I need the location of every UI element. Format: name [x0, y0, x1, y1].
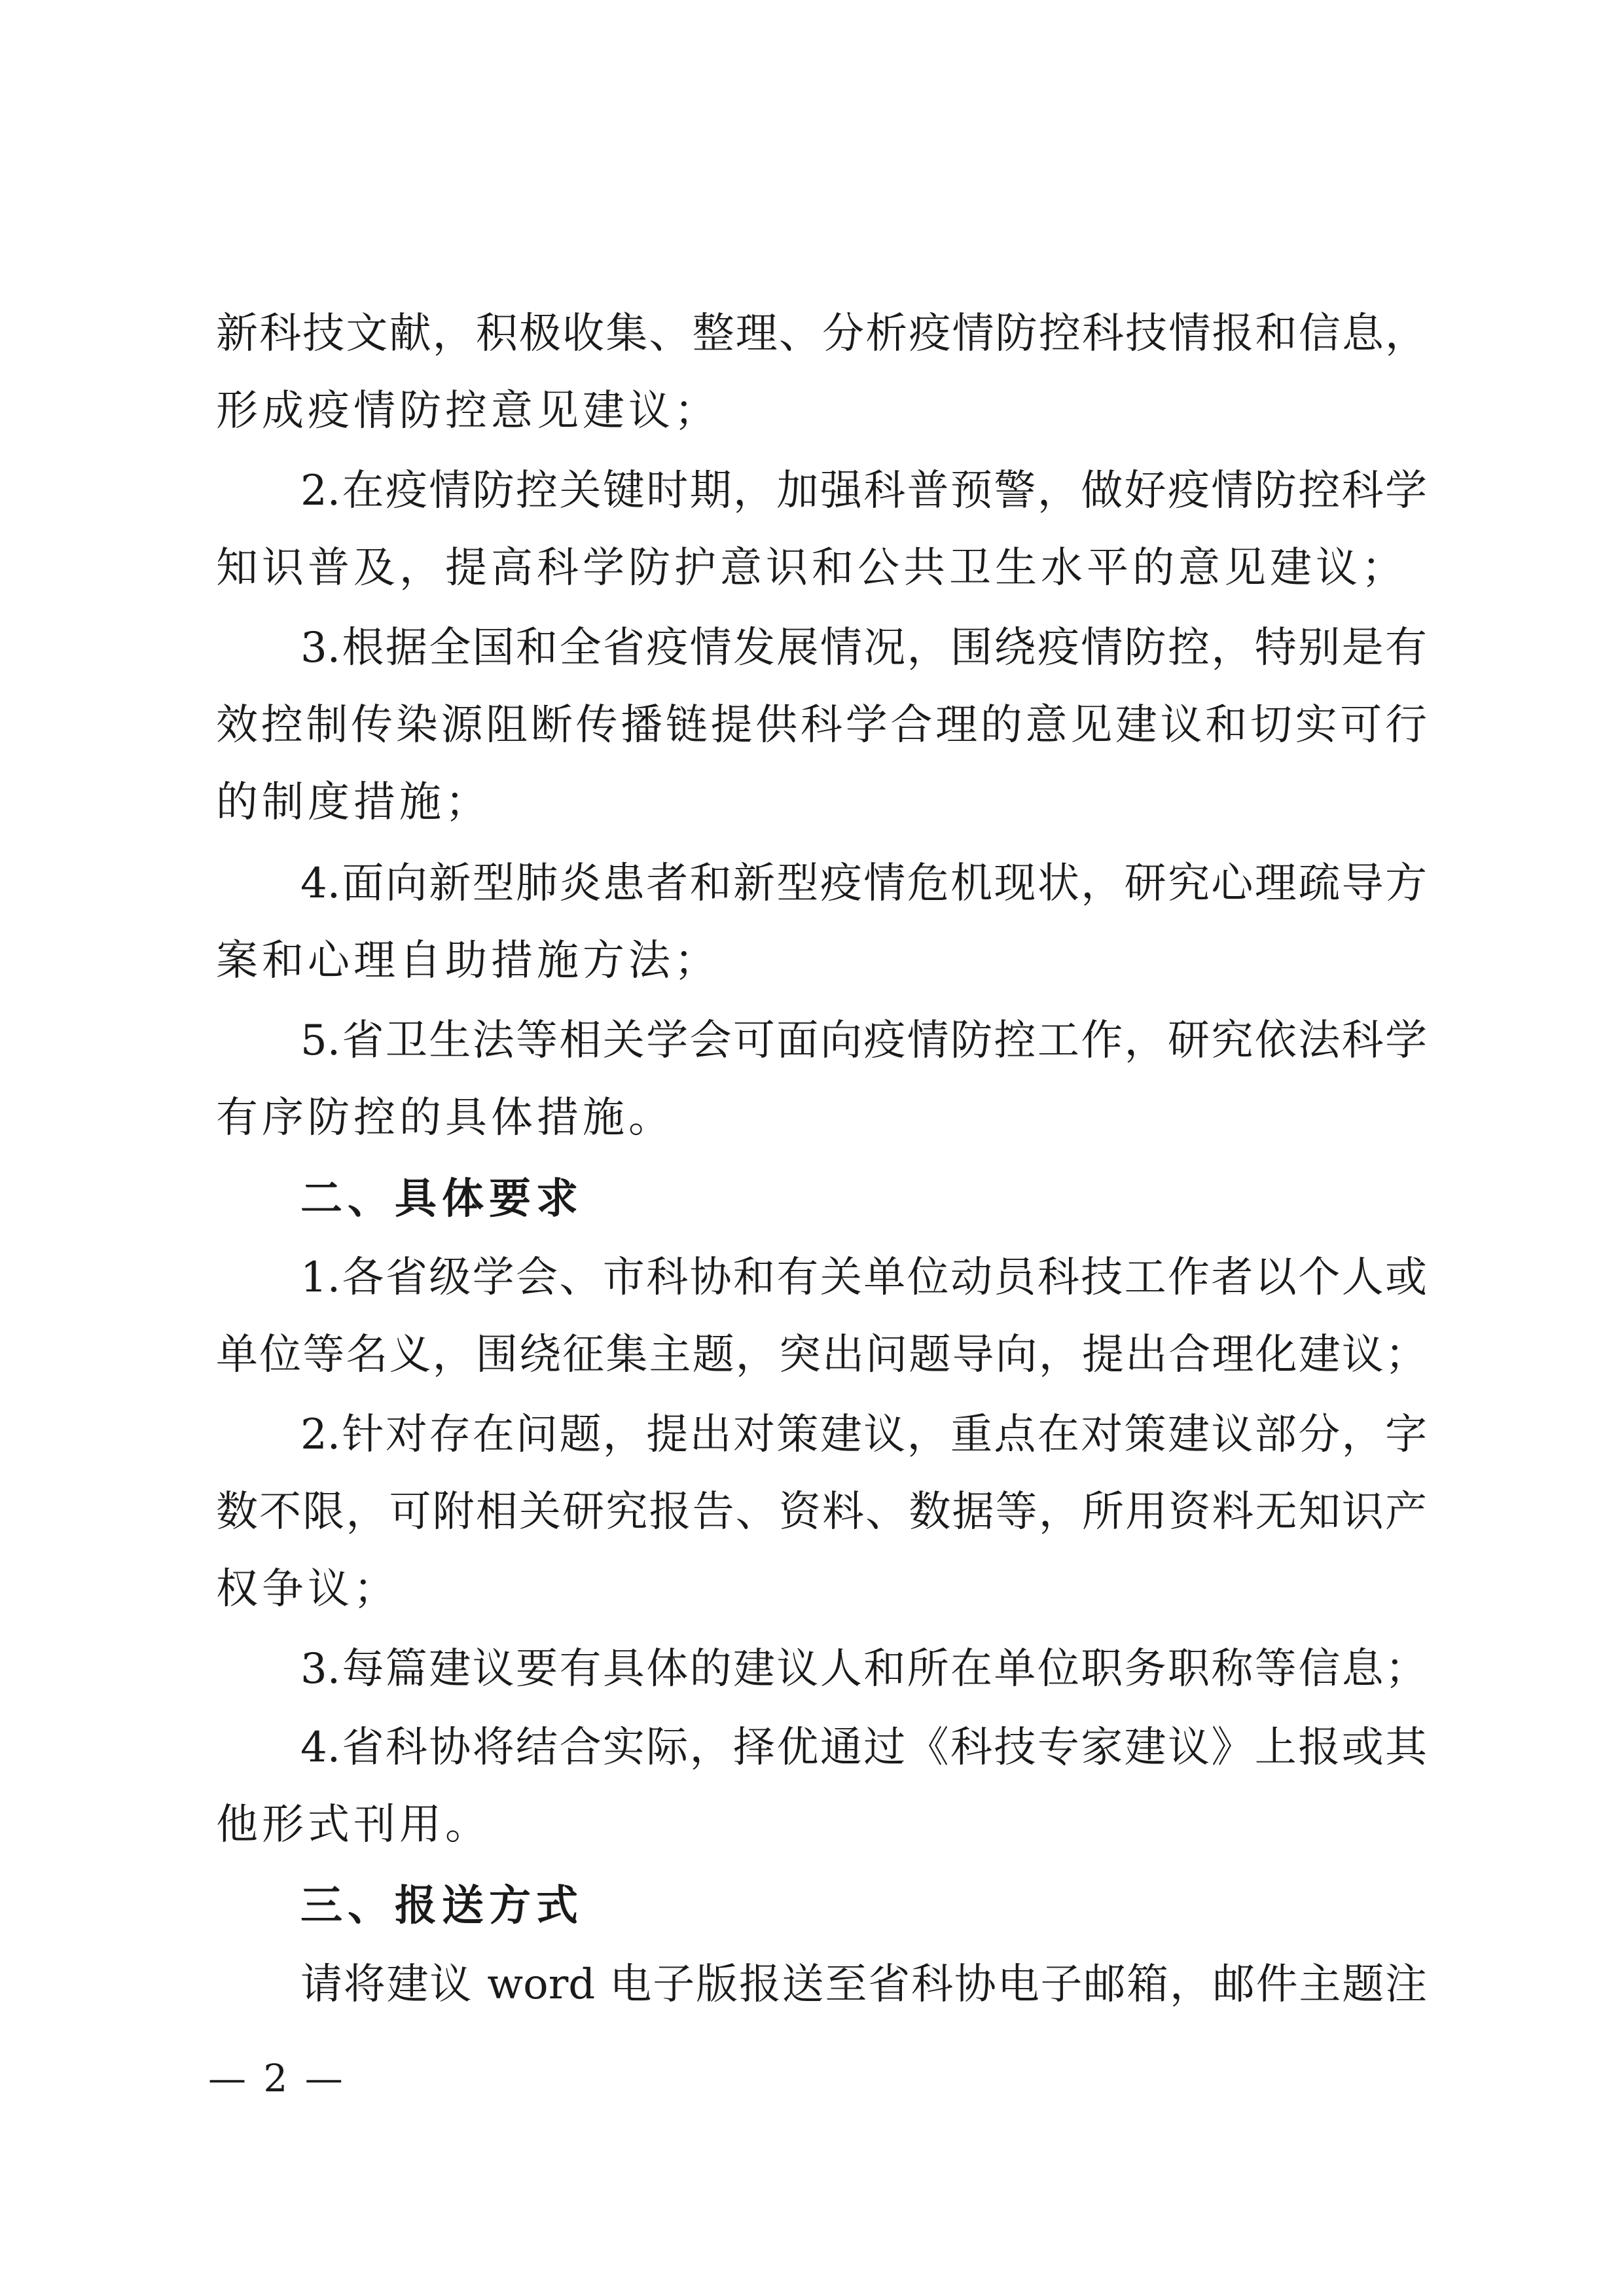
body-text-line: 的制度措施； — [216, 778, 491, 827]
body-text-line: 知识普及，提高科学防护意识和公共卫生水平的意见建议； — [216, 544, 1407, 592]
list-item-line: 3.每篇建议要有具体的建议人和所在单位职务职称等信息； — [300, 1645, 1427, 1693]
body-text-line: 数不限，可附相关研究报告、资料、数据等，所用资料无知识产 — [216, 1488, 1427, 1536]
body-text-line: 效控制传染源阻断传播链提供科学合理的意见建议和切实可行 — [216, 701, 1427, 749]
section-heading: 三、报送方式 — [300, 1882, 583, 1930]
page-number: — 2 — — [208, 2056, 346, 2100]
section-heading: 二、具体要求 — [300, 1175, 583, 1223]
list-item-line: 2.针对存在问题，提出对策建议，重点在对策建议部分，字 — [300, 1411, 1427, 1459]
body-text-line: 权争议； — [216, 1565, 399, 1613]
body-text-line: 新科技文献，积极收集、整理、分析疫情防控科技情报和信息， — [216, 310, 1427, 358]
list-item-line: 1.各省级学会、市科协和有关单位动员科技工作者以个人或 — [300, 1253, 1427, 1302]
list-item-line: 4.省科协将结合实际，择优通过《科技专家建议》上报或其 — [300, 1723, 1427, 1772]
body-text-line: 他形式刊用。 — [216, 1801, 491, 1849]
list-item-line: 2.在疫情防控关键时期，加强科普预警，做好疫情防控科学 — [300, 467, 1427, 515]
body-text-line: 请将建议 word 电子版报送至省科协电子邮箱，邮件主题注 — [300, 1960, 1427, 2009]
body-text-line: 形成疫情防控意见建议； — [216, 387, 720, 435]
list-item-line: 4.面向新型肺炎患者和新型疫情危机现状，研究心理疏导方 — [300, 859, 1427, 908]
body-text-line: 单位等名义，围绕征集主题，突出问题导向，提出合理化建议； — [216, 1331, 1427, 1379]
list-item-line: 3.根据全国和全省疫情发展情况，围绕疫情防控，特别是有 — [300, 624, 1427, 672]
body-text-line: 案和心理自助措施方法； — [216, 937, 720, 985]
list-item-line: 5.省卫生法等相关学会可面向疫情防控工作，研究依法科学 — [300, 1017, 1427, 1065]
body-text-line: 有序防控的具体措施。 — [216, 1094, 674, 1142]
